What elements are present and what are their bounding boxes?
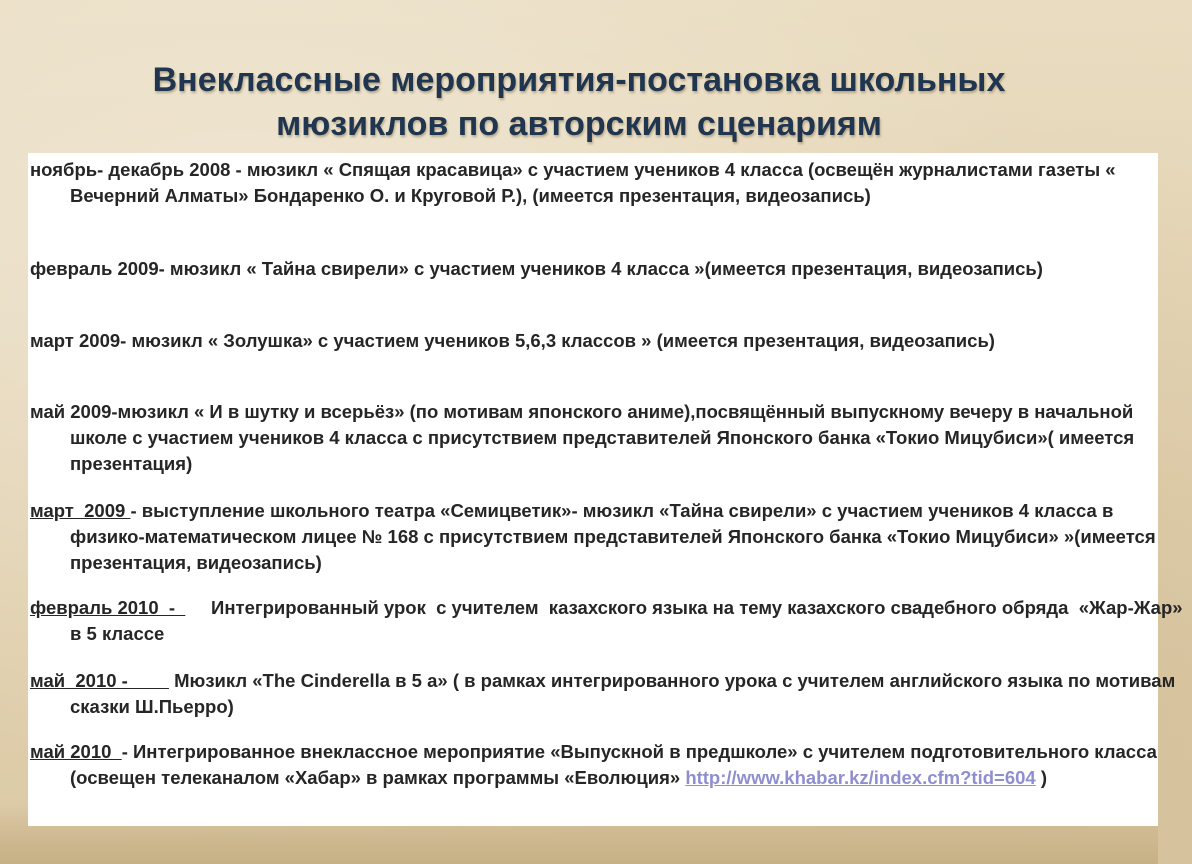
entry-text: ноябрь- декабрь 2008 - мюзикл « Спящая красавица» с участием учеников 4 класса (освещён журналистами газеты « Вечерний Алматы» Бондаренко О. и Круговой Р.), (имеется презентация, видеозапись) <box>30 159 1116 206</box>
event-entry-3 <box>30 328 1192 354</box>
entry-text: Интегрированный урок с учителем казахского языка на тему казахского свадебного обряда «Жар-Жар» в 5 классе <box>70 597 1188 644</box>
page-title <box>0 58 1158 146</box>
content-panel <box>28 153 1188 826</box>
title-line-1: Внеклассные мероприятия-постановка школьных <box>152 61 1006 99</box>
entry-text: февраль 2009- мюзикл « Тайна свирели» с участием учеников 4 класса »(имеется презентация, видеозапись) <box>30 258 1043 279</box>
entry-tail: ) <box>1035 767 1048 788</box>
entry-date: февраль 2010 - <box>30 597 186 618</box>
entry-text: - Интегрированное внеклассное мероприятие «Выпускной в предшколе» с учителем подготовительного класса (освещен телеканалом «Хабар» в рамках программы «Еволюция» <box>70 741 1157 788</box>
title-line-2: мюзиклов по авторским сценариям <box>276 105 882 143</box>
entry-text: май 2009-мюзикл « И в шутку и всерьёз» (по мотивам японского аниме),посвящённый выпускному вечеру в начальной школе с участием учеников 4 класса с присутствием представителей Японского банка «Токио Мицубиси»( имеется презентация) <box>30 401 1135 474</box>
event-entry-1 <box>30 157 1192 209</box>
entry-text: - выступление школьного театра «Семицветик»- мюзикл «Тайна свирели» с участием учеников 4 класса в физико-математическом лицее № 168 с присутствием представителей Японского банка «Токио Мицубиси» »(имеется презентация, видеозапись) <box>70 500 1156 573</box>
entry-date: март 2009 <box>30 500 131 521</box>
event-entry-5 <box>30 498 1192 576</box>
event-entry-2 <box>30 256 1192 282</box>
entry-text: март 2009- мюзикл « Золушка» с участием учеников 5,6,3 классов » (имеется презентация, видеозапись) <box>30 330 995 351</box>
event-entry-8 <box>30 739 1192 791</box>
entry-text: Мюзикл «The Cinderella в 5 а» ( в рамках интегрированного урока с учителем английского языка по мотивам сказки Ш.Пьерро) <box>70 670 1176 717</box>
event-entry-4 <box>30 399 1192 477</box>
event-entry-6 <box>30 595 1192 647</box>
event-entry-7 <box>30 668 1192 720</box>
khabar-link[interactable]: http://www.khabar.kz/index.cfm?tid=604 <box>685 767 1036 788</box>
entry-date: май 2010 <box>30 741 122 762</box>
entry-date: май 2010 - <box>30 670 169 691</box>
